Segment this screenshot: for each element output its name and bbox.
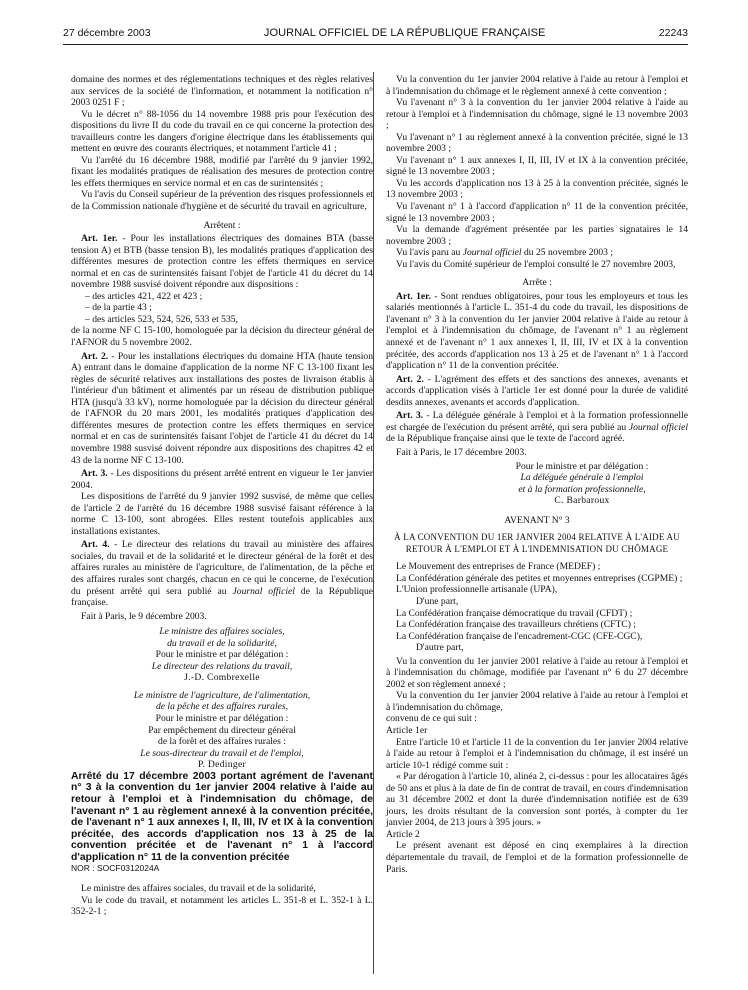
arrete-heading: Arrête :	[522, 277, 552, 289]
signature-line: de la pêche et des affaires rurales,	[155, 701, 289, 713]
article-label: Art. 4.	[81, 539, 110, 551]
signatory-name: C. Barbaroux	[554, 495, 610, 507]
party-side: D'une part,	[416, 595, 459, 607]
article-1	[386, 291, 688, 372]
paragraph: Vu la demande d'agrément présentée par les parties signataires le 14 novembre 2003 ;	[386, 224, 688, 247]
signature-block-1	[71, 626, 373, 684]
signature-line: Pour le ministre et par délégation :	[155, 712, 289, 724]
paragraph: Vu l'avenant n° 1 à l'accord d'application n° 11 de la convention précitée, signé le 13 novembre 2003 ;	[386, 201, 688, 224]
signing-place-date: Fait à Paris, le 17 décembre 2003.	[396, 446, 527, 458]
paragraph: convenu de ce qui suit :	[386, 713, 477, 725]
header-page-number: 22243	[658, 27, 688, 39]
journal-reference: Journal officiel	[462, 247, 522, 259]
signature-block-2	[71, 690, 373, 771]
paragraph: Vu le code du travail, et notamment les articles L. 351-8 et L. 352-1 à L. 352-2-1 ;	[71, 894, 373, 918]
column-divider	[373, 72, 374, 974]
article-text: - Le directeur des relations du travail au ministère des affaires sociales, du travail et de la solidarité et le directeur général de la forêt et des affaires rurales au ministère de l'agriculture, de l'alimentation, de la pêche et des affaires rurales sont chargés, chacun en ce qui le concerne, de l'exécution du présent arrêté qui sera publié au	[71, 539, 373, 597]
page-header	[63, 22, 688, 45]
signatory-name: J.-D. Combrexelle	[184, 672, 260, 684]
article-3	[386, 410, 688, 445]
signature-block-3	[386, 461, 688, 507]
article-text: - Sont rendues obligatoires, pour tous les employeurs et tous les salariés mentionnés à l'article L. 351-4 du code du travail, les dispositions de l'avenant n° 3 à la convention du 1er janvier 2004 relative à l'aide au retour à l'emploi et à l'indemnisation du chômage, de l'avenant n° 1 au règlement annexé et de l'avenant n° 1 aux annexes I, II, III, IV et IX à la convention précitée, des accords d'application nos 13 à 25 et de l'avenant n° 1 à l'accord d'application n° 11 de la convention précitée.	[386, 290, 688, 372]
signature-line: Pour le ministre et par délégation :	[155, 649, 289, 661]
article-text: - Pour les installations électriques des domaines BTA (basse tension A) et BTB (basse tension B), les modalités pratiques d'application des différentes mesures de protection contre les effets thermiques en service normal et en cas de surintensités faisant l'objet de l'article 41 du décret du 14 novembre 1988 susvisé doivent répondre aux dispositions :	[71, 233, 374, 291]
party: Le Mouvement des entreprises de France (MEDEF) ;	[396, 561, 601, 573]
signature-line: Pour le ministre et par délégation :	[515, 460, 649, 472]
article-label: Art. 3.	[396, 410, 424, 422]
party-side: D'autre part,	[416, 642, 464, 654]
signature-line: Le ministre de l'agriculture, de l'alimentation,	[133, 689, 311, 701]
left-column	[71, 74, 373, 918]
article-text: de la République française.	[71, 585, 374, 609]
journal-reference: Journal officiel	[628, 421, 688, 433]
decree-title: Arrêté du 17 décembre 2003 portant agrément de l'avenant n° 3 à la convention du 1er janvier 2004 relative à l'aide au retour à l'emploi et à l'indemnisation du chômage, de l'avenant n° 1 au règlement annexé à la convention précitée, de l'avenant n° 1 aux annexes I, II, III, IV et IX à la convention précitée, des accords d'application nos 13 à 25 de la convention précitée et de l'avenant n° 1 à l'accord d'application n° 11 de la convention précitée	[71, 770, 373, 863]
paragraph: Le présent avenant est déposé en cinq exemplaires à la direction départementale du travail, de l'emploi et de la formation professionnelle de Paris.	[386, 840, 688, 875]
party: La Confédération générale des petites et moyennes entreprises (CGPME) ;	[396, 572, 683, 584]
signatory-name: P. Dedinger	[197, 759, 247, 771]
signature-line: La déléguée générale à l'emploi	[520, 472, 644, 484]
article-text: - Les dispositions du présent arrêté entrent en vigueur le 1er janvier 2004.	[71, 468, 374, 491]
paragraph: Vu les accords d'application nos 13 à 25 à la convention précitée, signés le 13 novembre 2003 ;	[386, 177, 688, 201]
article-text: - La déléguée générale à l'emploi et à la formation professionnelle est chargée de l'exécution du présent arrêté, qui sera publié au	[386, 410, 688, 433]
paragraph: Vu l'avenant n° 3 à la convention du 1er janvier 2004 relative à l'aide au retour à l'emploi et à l'indemnisation du chômage, signé le 13 novembre 2003 ;	[386, 97, 688, 132]
paragraph: Vu la convention du 1er janvier 2004 relative à l'aide au retour à l'emploi et à l'indemnisation du chômage et le règlement annexé à cette convention ;	[386, 74, 688, 97]
paragraph: Vu la convention du 1er janvier 2001 relative à l'aide au retour à l'emploi et à l'indemnisation du chômage, modifiée par l'avenant n° 6 du 27 décembre 2002 et son règlement annexé ;	[386, 655, 688, 690]
signature-line: Le sous-directeur du travail et de l'emploi,	[140, 747, 304, 759]
signature-line: du travail et de la solidarité,	[167, 637, 277, 649]
nor-reference: NOR : SOCF0312024A	[71, 863, 160, 874]
list-item: – des articles 421, 422 et 423 ;	[85, 290, 203, 302]
article-2	[71, 351, 373, 466]
paragraph-text: Vu l'avis paru au	[396, 247, 463, 259]
article-label: Art. 1er.	[396, 290, 431, 302]
article-1	[71, 233, 373, 291]
article-2	[386, 374, 688, 409]
list-item: – de la partie 43 ;	[85, 302, 152, 314]
party: La Confédération française démocratique du travail (CFDT) ;	[396, 607, 633, 619]
journal-reference: Journal officiel	[232, 585, 295, 597]
article-heading: Article 1er	[386, 724, 428, 736]
article-heading: Article 2	[386, 828, 420, 840]
paragraph: Vu le décret n° 88-1056 du 14 novembre 1988 pris pour l'exécution des dispositions du livre II du code du travail en ce qui concerne la protection des travailleurs contre les dangers d'origine électrique dans les établissements qui mettent en œuvre des courants électriques, et notamment l'article 41 ;	[71, 108, 373, 155]
paragraph: Vu l'avis du Conseil supérieur de la prévention des risques professionnels et de la Commission nationale d'hygiène et de sécurité du travail en agriculture,	[71, 189, 373, 213]
article-label: Art. 2.	[81, 350, 109, 362]
article-label: Art. 2.	[396, 373, 424, 385]
paragraph: Les dispositions de l'arrêté du 9 janvier 1992 susvisé, de même que celles de l'article 2 de l'arrêté du 16 décembre 1988 susvisé faisant référence à la norme C 13-100, sont abrogées. Elles restent toutefois applicables aux installations existantes.	[71, 491, 373, 537]
signature-line: Le ministre des affaires sociales,	[159, 626, 285, 638]
paragraph-text: du 25 novembre 2003 ;	[521, 247, 613, 259]
article-label: Art. 3.	[81, 468, 108, 480]
paragraph: Vu l'arrêté du 16 décembre 1988, modifié par l'arrêté du 9 janvier 1992, fixant les modalités pratiques de réalisation des mesures de protection contre les effets thermiques en service normal et en cas de surintensités ;	[71, 154, 373, 189]
arrete-heading: Arrêtent :	[203, 219, 241, 231]
paragraph: Vu l'avis du Comité supérieur de l'emploi consulté le 27 novembre 2003,	[396, 258, 676, 270]
party: La Confédération française de l'encadrement-CGC (CFE-CGC),	[396, 630, 643, 642]
paragraph: Entre l'article 10 et l'article 11 de la convention du 1er janvier 2004 relative à l'aide au retour à l'emploi et à l'indemnisation du chômage, il est inséré un article 10-1 rédigé comme suit :	[386, 736, 688, 771]
header-journal-title: JOURNAL OFFICIEL DE LA RÉPUBLIQUE FRANÇAISE	[263, 27, 546, 39]
paragraph: de la norme NF C 15-100, homologuée par la décision du directeur général de l'AFNOR du 5 novembre 2002.	[71, 325, 373, 349]
paragraph: Vu la convention du 1er janvier 2004 relative à l'aide au retour à l'emploi et à l'indemnisation du chômage,	[386, 690, 688, 713]
article-label: Art. 1er.	[81, 233, 118, 245]
list-item: – des articles 523, 524, 526, 533 et 535,	[85, 313, 238, 325]
party: L'Union professionnelle artisanale (UPA),	[396, 584, 558, 596]
signing-place-date: Fait à Paris, le 9 décembre 2003.	[81, 610, 207, 622]
header-date: 27 décembre 2003	[63, 27, 151, 39]
signature-line: et à la formation professionnelle,	[518, 483, 646, 495]
right-column	[386, 74, 688, 875]
article-3	[71, 468, 373, 491]
paragraph	[386, 247, 688, 259]
paragraph: Vu l'avenant n° 1 aux annexes I, II, III, IV et IX à la convention précitée, signé le 13 novembre 2003 ;	[386, 154, 688, 178]
article-text: de la République française ainsi que le texte de l'accord agréé.	[386, 433, 625, 445]
quotation: « Par dérogation à l'article 10, alinéa 2, ci-dessus : pour les allocataires âgés de 50 ans et plus à la date de fin de contrat de travail, en cours d'indemnisation au 31 décembre 2002 et dont la durée d'indemnisation notifiée est de 639 jours, les droits résultant de la conversion sont portés, à compter du 1er janvier 2004, de 213 jours à 395 jours. »	[386, 771, 688, 829]
paragraph: Le ministre des affaires sociales, du travail et de la solidarité,	[81, 883, 316, 895]
avenant-heading: AVENANT N° 3	[504, 514, 570, 526]
signature-line: Par empêchement du directeur général	[148, 724, 296, 736]
signature-line: de la forêt et des affaires rurales :	[158, 736, 286, 748]
signature-line: Le directeur des relations du travail,	[151, 660, 293, 672]
article-text: - L'agrément des effets et des sanctions des annexes, avenants et accords d'application visés à l'article 1er est donné pour la durée de validité desdits annexes, avenants et accords d'application.	[386, 373, 688, 408]
paragraph: Vu l'avenant n° 1 au règlement annexé à la convention précitée, signé le 13 novembre 2003 ;	[386, 131, 688, 155]
paragraph: domaine des normes et des réglementations techniques et des règles relatives aux services de la société de l'information, et notamment la notification n° 2003 0251 F ;	[71, 74, 373, 109]
party: La Confédération française des travailleurs chrétiens (CFTC) ;	[396, 619, 637, 631]
article-4	[71, 539, 373, 608]
avenant-subtitle: À LA CONVENTION DU 1ER JANVIER 2004 RELATIVE À L'AIDE AU RETOUR À L'EMPLOI ET À L'INDEMNISATION DU CHÔMAGE	[394, 532, 680, 554]
article-text: - Pour les installations électriques du domaine HTA (haute tension A) entrant dans le domaine d'application de la norme NF C 13-100 fixant les règles de sécurité relatives aux installations des postes de livraison établis à l'intérieur d'un bâtiment et alimentés par un réseau de distribution publique HTA (jusqu'à 33 kV), norme homologuée par la décision du directeur général de l'AFNOR du 20 mars 2001, les modalités pratiques d'application des différentes mesures de protection contre les effets thermiques en service normal et en cas de surintensités faisant l'objet de l'article 41 du décret du 14 novembre 1988 susvisé doivent répondre aux dispositions des chapitres 42 et 43 de la norme NF C 13-100.	[71, 350, 374, 466]
